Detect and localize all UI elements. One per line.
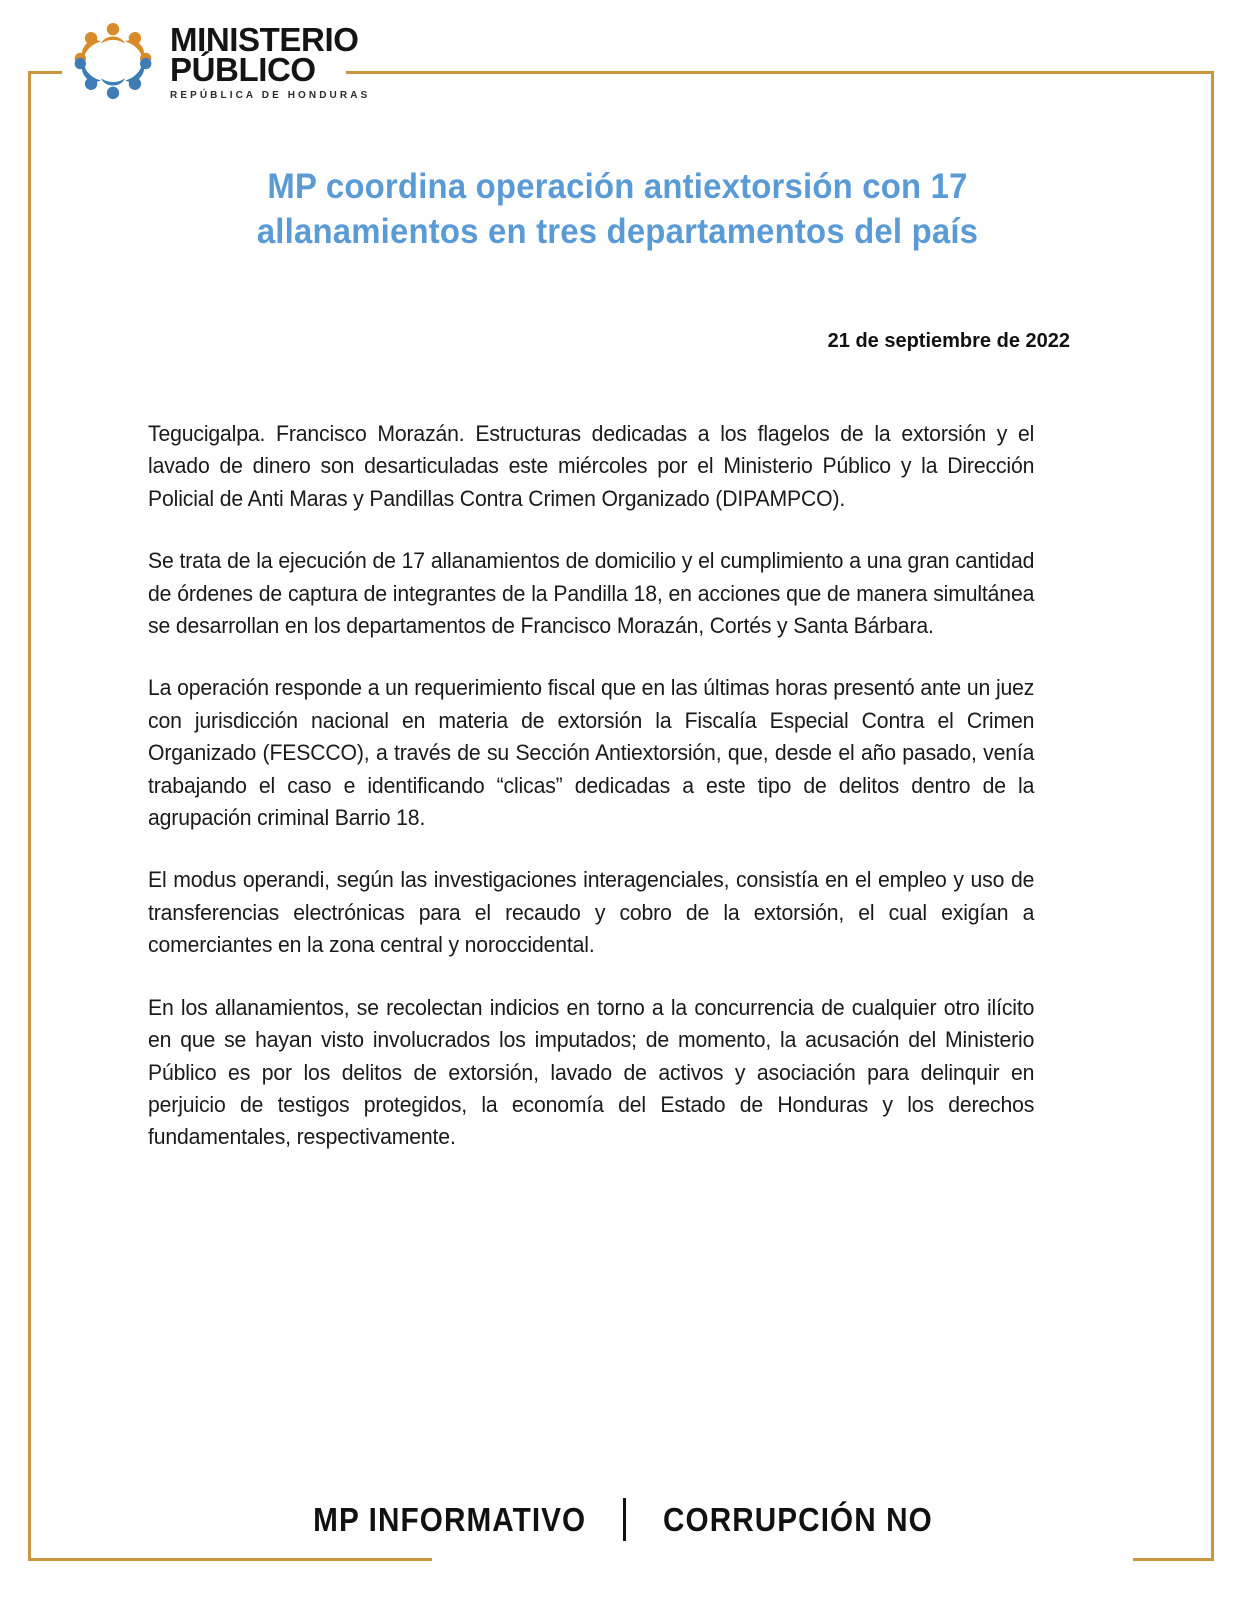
publication-date: 21 de septiembre de 2022 bbox=[827, 330, 1070, 352]
article-body bbox=[148, 418, 1076, 1154]
frame-border-bottom-left bbox=[28, 1558, 432, 1561]
frame-border-top-left bbox=[28, 71, 62, 74]
frame-border-left bbox=[28, 71, 31, 1561]
footer-separator-icon bbox=[623, 1498, 626, 1541]
paragraph: Se trata de la ejecución de 17 allanamientos de domicilio y el cumplimiento a una gran cantidad de órdenes de captura de integrantes de la Pandilla 18, en acciones que de manera simultánea se desarrollan en los departamentos de Francisco Morazán, Cortés y Santa Bárbara. bbox=[148, 548, 1035, 639]
footer-right-label: CORRUPCIÓN NO bbox=[663, 1500, 934, 1538]
paragraph: Tegucigalpa. Francisco Morazán. Estructuras dedicadas a los flagelos de la extorsión y el lavado de dinero son desarticuladas este miércoles por el Ministerio Público y la Dirección Policial de Anti Maras y Pandillas Contra Crimen Organizado (DIPAMPCO). bbox=[148, 421, 1035, 511]
paragraph: El modus operandi, según las investigaciones interagenciales, consistía en el empleo y uso de transferencias electrónicas para el recaudo y cobro de la extorsión, el cual exigían a comerciantes en la zona central y noroccidental. bbox=[148, 867, 1035, 958]
organization-name-line2: PÚBLICO bbox=[170, 51, 316, 88]
organization-wordmark bbox=[170, 21, 370, 102]
organization-name-line1: MINISTERIO bbox=[170, 20, 359, 58]
frame-border-bottom-right bbox=[1133, 1558, 1214, 1561]
document-footer bbox=[0, 1498, 1246, 1541]
frame-border-right bbox=[1211, 71, 1214, 1561]
paragraph: En los allanamientos, se recolectan indicios en torno a la concurrencia de cualquier otro ilícito en que se hayan visto involucrados los imputados; de momento, la acusación del Ministerio Público es por los delitos de extorsión, lavado de activos y asociación para delinquir en perjuicio de testigos protegidos, la economía del Estado de Honduras y los derechos fundamentales, respectivamente. bbox=[148, 994, 1035, 1150]
frame-border-top-right bbox=[346, 71, 1214, 74]
footer-left-label: MP INFORMATIVO bbox=[313, 1500, 587, 1538]
organization-subtitle: REPÚBLICA DE HONDURAS bbox=[170, 90, 371, 102]
circle-of-people-icon bbox=[70, 18, 156, 104]
paragraph: La operación responde a un requerimiento fiscal que en las últimas horas presentó ante un juez con jurisdicción nacional en materia de extorsión la Fiscalía Especial Contra el Crimen Organizado (FESCCO), a través de su Sección Antiextorsión, que, desde el año pasado, venía trabajando el caso e identificando “clicas” dedicadas a este tipo de delitos dentro de la agrupación criminal Barrio 18. bbox=[148, 675, 1035, 831]
document-header bbox=[70, 18, 370, 104]
page-title: MP coordina operación antiextorsión con 17 allanamientos en tres departamentos del país bbox=[256, 167, 979, 252]
